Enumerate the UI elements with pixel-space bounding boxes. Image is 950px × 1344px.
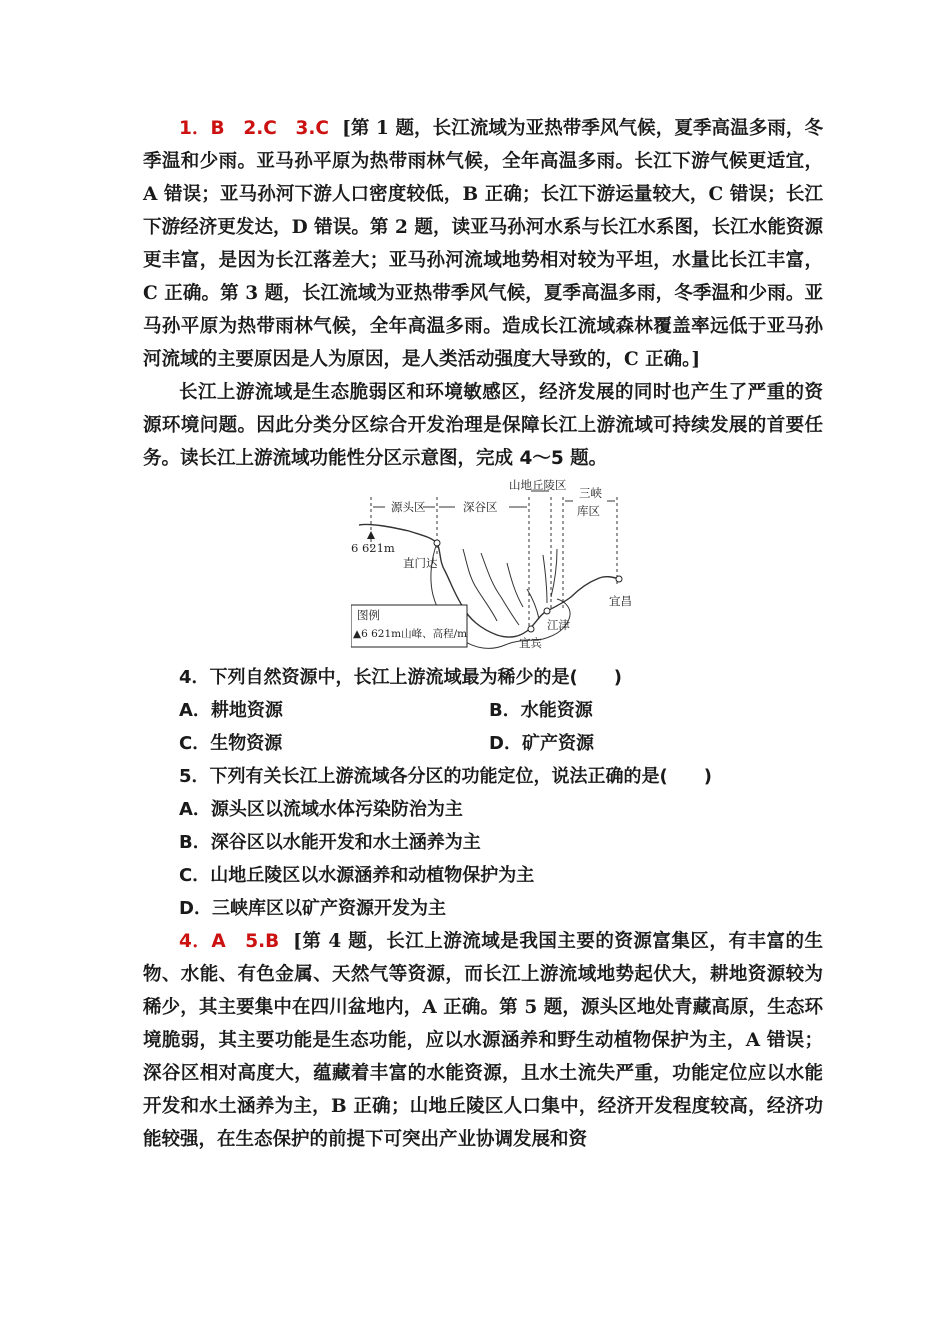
question-5-option-c: C．山地丘陵区以水源涵养和动植物保护为主 xyxy=(179,865,535,886)
question-4-option-c: C．生物资源 xyxy=(179,733,283,754)
zone-label-deep-valley: 深谷区 xyxy=(463,500,498,514)
question-4-options-row-2 xyxy=(143,727,823,760)
peak-elevation-label: 6 621m xyxy=(351,541,395,555)
question-5-option-a: A．源头区以流域水体污染防治为主 xyxy=(179,799,463,820)
upper-yangtze-zoning-map xyxy=(351,479,681,659)
zone-label-source: 源头区 xyxy=(391,500,426,514)
question-4-option-a: A．耕地资源 xyxy=(179,700,283,721)
city-label-yichang: 宜昌 xyxy=(609,594,632,608)
answer-key-1: 1．B 2.C 3.C xyxy=(179,118,329,139)
intro-tail: 完成 4～5 题。 xyxy=(476,448,608,469)
answer-block-2 xyxy=(143,925,823,1156)
city-label-yibin: 宜宾 xyxy=(519,636,542,650)
question-5-option-b: B．深谷区以水能开发和水土涵养为主 xyxy=(179,832,481,853)
answer-key-2: 4．A 5.B xyxy=(179,931,280,952)
city-label-jiangjin: 江津 xyxy=(547,618,570,632)
intro-text: 长江上游流域是生态脆弱区和环境敏感区，经济发展的同时也产生了严重的资源环境问题。因此分类分区综合开发治理是保障长江上游流域可持续发展的首要任务。读长江上游流域功能性分区示意图， xyxy=(143,382,823,469)
question-5-stem: 5．下列有关长江上游流域各分区的功能定位，说法正确的是( ) xyxy=(179,766,712,787)
zone-label-reservoir: 库区 xyxy=(577,504,600,518)
document-page xyxy=(143,112,823,1156)
intro-paragraph xyxy=(143,376,823,475)
legend-title: 图例 xyxy=(357,608,380,622)
zone-label-three-gorges: 三峡 xyxy=(579,486,602,500)
answer-explanation-2: [第 4 题，长江上游流域是我国主要的资源富集区，有丰富的生物、水能、有色金属、天然气等资源，而长江上游流域地势起伏大，耕地资源较为稀少，其主要集中在四川盆地内，A 正确。第 5 题，源头区地处青藏高原，生态环境脆弱，其主要功能是生态功能，应以水源涵养和野生动植物保护为主，A 错误；深谷区相对高度大，蕴藏着丰富的水能资源，且水土流失严重，功能定位应以水能开发和水土涵养为主，B 正确；山地丘陵区人口集中，经济开发程度较高，经济功能较强，在生态保护的前提下可突出产业协调发展和资 xyxy=(143,931,823,1150)
question-4-option-d: D．矿产资源 xyxy=(489,733,594,754)
question-5-option-d: D．三峡库区以矿产资源开发为主 xyxy=(179,898,446,919)
question-4-options-row-1 xyxy=(143,694,823,727)
zone-label-hilly: 山地丘陵区 xyxy=(509,478,567,492)
answer-block-1 xyxy=(143,112,823,376)
question-4-stem: 4．下列自然资源中，长江上游流域最为稀少的是( ) xyxy=(179,667,622,688)
question-4-option-b: B．水能资源 xyxy=(489,700,593,721)
answer-explanation-1: [第 1 题，长江流域为亚热带季风气候，夏季高温多雨，冬季温和少雨。亚马孙平原为热带雨林气候，全年高温多雨。长江下游气候更适宜，A 错误；亚马孙河下游人口密度较低，B 正确；长江下游运量较大，C 错误；长江下游经济更发达，D 错误。第 2 题，读亚马孙河水系与长江水系图，长江水能资源更丰富，是因为长江落差大；亚马孙河流域地势相对较为平坦，水量比长江丰富，C 正确。第 3 题，长江流域为亚热带季风气候，夏季高温多雨，冬季温和少雨。亚马孙平原为热带雨林气候，全年高温多雨。造成长江流域森林覆盖率远低于亚马孙河流域的主要原因是人为原因，是人类活动强度大导致的，C 正确。] xyxy=(143,118,824,370)
city-label-zhimenda: 直门达 xyxy=(403,556,438,570)
legend-item: ▲6 621m山峰、高程/m xyxy=(353,628,468,640)
